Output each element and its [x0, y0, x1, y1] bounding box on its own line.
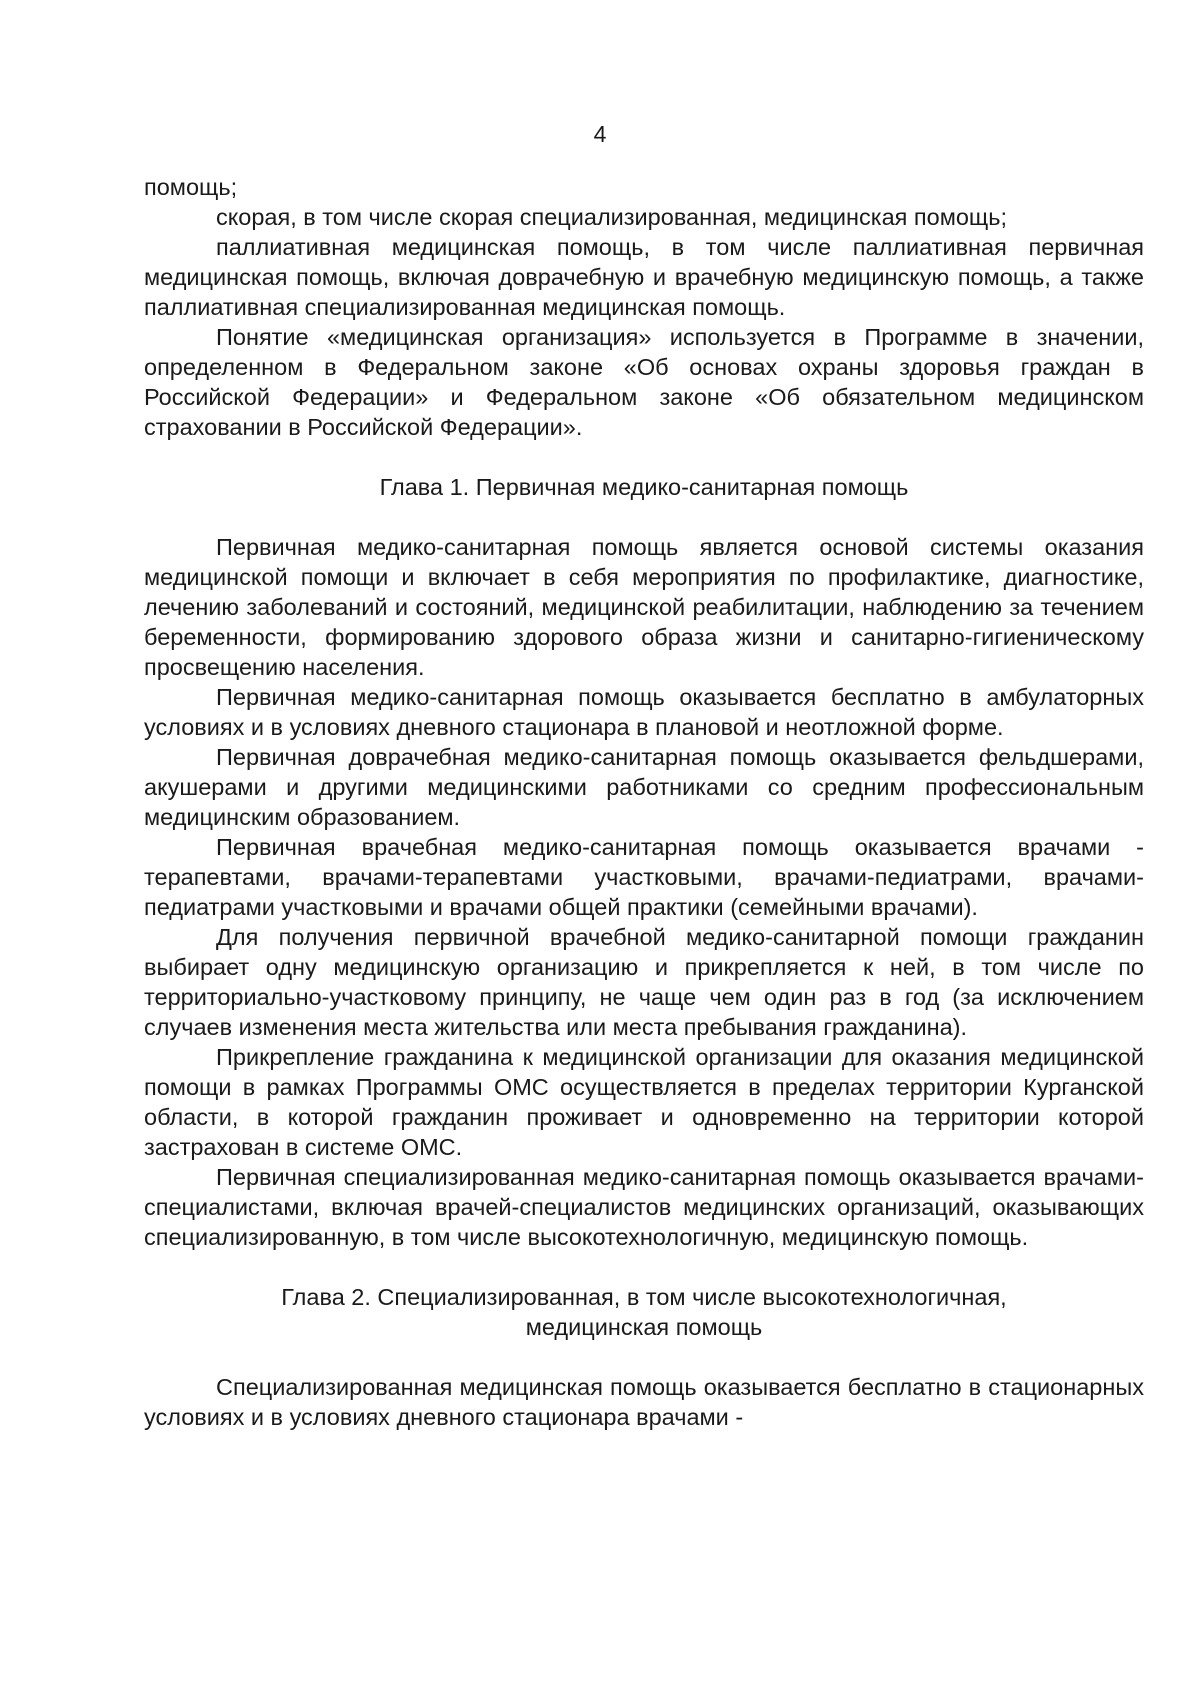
paragraph: Понятие «медицинская организация» используется в Программе в значении, определенном в Федеральном законе «Об основах охраны здоровья граждан в Российской Федерации» и Федеральном законе «Об обязательном медицинском страховании в Российской Федерации».	[144, 324, 1144, 440]
paragraph: Специализированная медицинская помощь оказывается бесплатно в стационарных условиях и в условиях дневного стационара врачами -	[144, 1374, 1144, 1430]
chapter-2-heading-line-2: медицинская помощь	[525, 1314, 763, 1340]
paragraph: Для получения первичной врачебной медико-санитарной помощи гражданин выбирает одну медицинскую организацию и прикрепляется к ней, в том числе по территориально-участковому принципу, не чаще чем один раз в год (за исключением случаев изменения места жительства или места пребывания гражданина).	[144, 924, 1144, 1040]
paragraph: Первичная доврачебная медико-санитарная помощь оказывается фельдшерами, акушерами и другими медицинскими работниками со средним профессиональным медицинским образованием.	[144, 744, 1144, 830]
paragraph: Первичная медико-санитарная помощь оказывается бесплатно в амбулаторных условиях и в условиях дневного стационара в плановой и неотложной форме.	[144, 684, 1144, 740]
chapter-1-heading: Глава 1. Первичная медико-санитарная помощь	[379, 474, 909, 500]
document-body	[144, 172, 1144, 1432]
paragraph: Первичная медико-санитарная помощь является основой системы оказания медицинской помощи и включает в себя мероприятия по профилактике, диагностике, лечению заболеваний и состояний, медицинской реабилитации, наблюдению за течением беременности, формированию здорового образа жизни и санитарно-гигиеническому просвещению населения.	[144, 534, 1144, 680]
chapter-2-heading	[144, 1282, 1144, 1342]
paragraph: Прикрепление гражданина к медицинской организации для оказания медицинской помощи в рамках Программы ОМС осуществляется в пределах территории Курганской области, в которой гражданин проживает и одновременно на территории которой застрахован в системе ОМС.	[144, 1044, 1144, 1160]
page-number: 4	[593, 121, 607, 147]
paragraph: скорая, в том числе скорая специализированная, медицинская помощь;	[216, 204, 1008, 230]
paragraph: паллиативная медицинская помощь, в том числе паллиативная первичная медицинская помощь, включая доврачебную и врачебную медицинскую помощь, а также паллиативная специализированная медицинская помощь.	[144, 234, 1144, 320]
paragraph: Первичная врачебная медико-санитарная помощь оказывается врачами - терапевтами, врачами-терапевтами участковыми, врачами-педиатрами, врачами-педиатрами участковыми и врачами общей практики (семейными врачами).	[144, 834, 1144, 920]
chapter-2-heading-line-1: Глава 2. Специализированная, в том числе высокотехнологичная,	[281, 1284, 1007, 1310]
paragraph: помощь;	[144, 174, 238, 200]
paragraph: Первичная специализированная медико-санитарная помощь оказывается врачами-специалистами, включая врачей-специалистов медицинских организаций, оказывающих специализированную, в том числе высокотехнологичную, медицинскую помощь.	[144, 1164, 1144, 1250]
